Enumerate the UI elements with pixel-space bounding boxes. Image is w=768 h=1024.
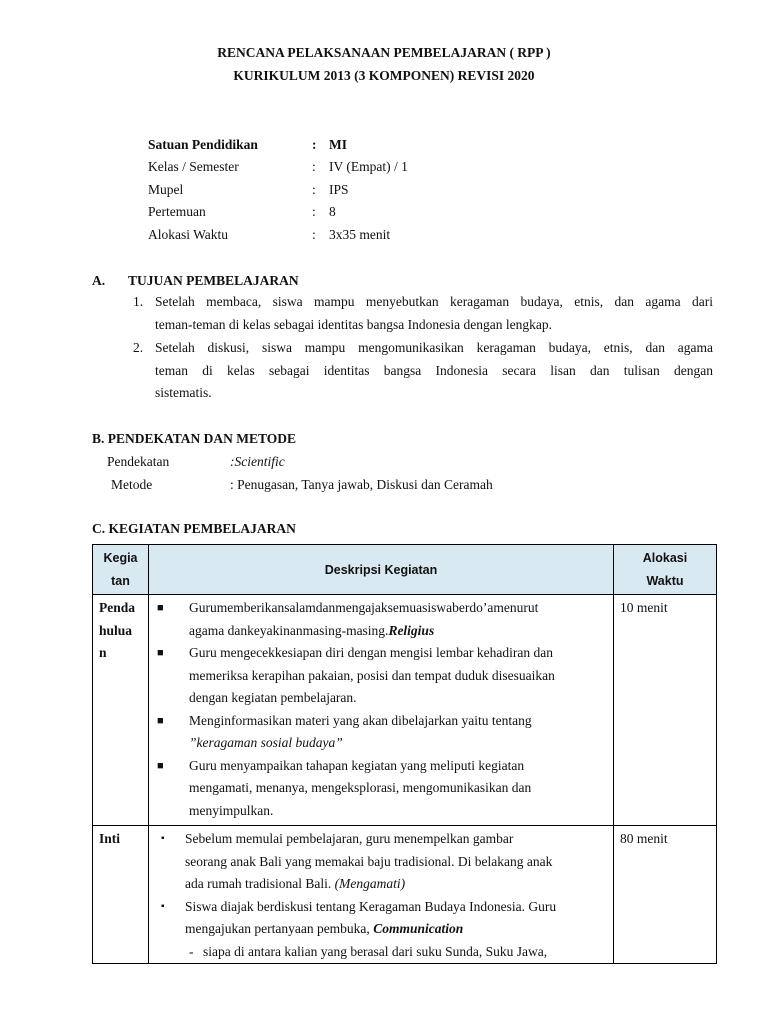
- identity-value-kelas: IV (Empat) / 1: [329, 159, 408, 174]
- objective-1-line1: Setelah membaca, siswa mampu menyebutkan keragaman budaya, etnis, dan agama dari: [155, 294, 713, 309]
- item-line: ”keragaman sosial budaya”: [189, 735, 343, 750]
- list-item: [149, 710, 613, 755]
- identity-colon: :: [312, 227, 316, 242]
- document-title-line2: KURIKULUM 2013 (3 KOMPONEN) REVISI 2020: [233, 68, 535, 83]
- list-item: [149, 828, 613, 896]
- square-bullet-icon: ■: [157, 759, 164, 772]
- small-square-bullet-icon: ▪: [161, 900, 165, 912]
- section-c-title: C. KEGIATAN PEMBELAJARAN: [92, 521, 296, 536]
- time-inti: 80 menit: [614, 826, 717, 964]
- header-deskripsi-label: Deskripsi Kegiatan: [324, 562, 438, 577]
- list-item: [149, 896, 613, 941]
- item-line: Sebelum memulai pembelajaran, guru menempelkan gambar: [185, 831, 514, 846]
- header-kegiatan-line2: tan: [111, 573, 130, 588]
- table-header-row: [93, 545, 717, 595]
- identity-value-satuan: MI: [329, 137, 347, 152]
- objective-2-line1: Setelah diskusi, siswa mampu mengomunikasikan keragaman budaya, etnis, dan agama: [155, 340, 713, 355]
- item-line: seorang anak Bali yang memakai baju tradisional. Di belakang anak: [185, 853, 553, 869]
- identity-label-kelas: Kelas / Semester: [148, 159, 239, 174]
- identity-colon: :: [312, 182, 316, 197]
- dash-bullet: -: [189, 943, 194, 959]
- section-a-letter: A.: [92, 273, 106, 288]
- identity-label-pertemuan: Pertemuan: [148, 204, 206, 219]
- item-line: memeriksa kerapihan pakaian, posisi dan tempat duduk disesuaikan: [189, 667, 555, 683]
- item-line: Siswa diajak berdiskusi tentang Keragaman Budaya Indonesia. Guru: [185, 898, 557, 914]
- header-deskripsi: [149, 545, 614, 595]
- identity-label-mupel: Mupel: [148, 182, 184, 197]
- header-alokasi-line1: Alokasi: [642, 551, 688, 565]
- character-tag: Religius: [388, 622, 435, 638]
- item-line: Guru mengecekkesiapan diri dengan mengisi lembar kehadiran dan: [189, 645, 553, 660]
- objective-2-line2: teman di kelas sebagai identitas bangsa Indonesia secara lisan dan tulisan dengan: [155, 363, 713, 378]
- list-item: [149, 597, 613, 642]
- identity-value-alokasi: 3x35 menit: [329, 227, 391, 242]
- item-text: agama dankeyakinanmasing-masing.: [189, 622, 389, 638]
- stage-pendahuluan-line3: n: [99, 645, 107, 660]
- objective-1-line2: teman-teman di kelas sebagai identitas bangsa Indonesia dengan lengkap.: [155, 317, 552, 332]
- objective-2-number: 2.: [133, 340, 144, 355]
- identity-colon: :: [312, 204, 316, 219]
- item-line: Menginformasikan materi yang akan dibelajarkan yaitu tentang: [189, 712, 532, 728]
- square-bullet-icon: ■: [157, 602, 164, 614]
- objective-1-number: 1.: [133, 294, 144, 309]
- header-alokasi-line2: Waktu: [646, 573, 684, 588]
- stage-inti: Inti: [93, 826, 149, 964]
- item-line: dengan kegiatan pembelajaran.: [189, 690, 357, 705]
- identity-colon: :: [312, 137, 317, 152]
- table-row-inti: [93, 826, 717, 964]
- section-b-title: B. PENDEKATAN DAN METODE: [92, 431, 297, 446]
- pendekatan-value: :Scientific: [230, 454, 285, 469]
- stage-pendahuluan-line1: Penda: [99, 600, 136, 615]
- list-item: [149, 642, 613, 710]
- inti-description: [149, 826, 614, 964]
- header-kegiatan: [93, 545, 149, 595]
- item-line: Guru menyampaikan tahapan kegiatan yang meliputi kegiatan: [189, 757, 525, 773]
- item-line: [185, 918, 613, 941]
- header-kegiatan-line1: Kegia: [103, 551, 138, 565]
- identity-colon: :: [312, 159, 316, 174]
- sub-list-item: [149, 941, 613, 964]
- item-line: [185, 873, 613, 896]
- objective-2-line3: sistematis.: [155, 385, 212, 400]
- item-text: ada rumah tradisional Bali.: [185, 876, 335, 891]
- square-bullet-icon: ■: [157, 714, 164, 727]
- stage-pendahuluan-line2: hulua: [99, 622, 133, 638]
- header-alokasi: [614, 545, 717, 595]
- item-text: mengajukan pertanyaan pembuka,: [185, 921, 374, 936]
- identity-value-mupel: IPS: [329, 182, 349, 197]
- item-line: [189, 620, 613, 643]
- stage-pendahuluan: [93, 595, 149, 826]
- item-line: Gurumemberikansalamdanmengajaksemuasiswaberdo’amenurut: [189, 600, 539, 615]
- item-line: siapa di antara kalian yang berasal dari suku Sunda, Suku Jawa,: [203, 943, 548, 959]
- identity-label-satuan: Satuan Pendidikan: [148, 137, 258, 152]
- pendekatan-label: Pendekatan: [107, 454, 170, 469]
- table-row-pendahuluan: [93, 595, 717, 826]
- character-tag: Communication: [373, 921, 464, 936]
- metode-value: : Penugasan, Tanya jawab, Diskusi dan Ceramah: [230, 477, 493, 492]
- activity-table: [92, 544, 717, 964]
- item-line: menyimpulkan.: [189, 802, 274, 818]
- pendahuluan-description: [149, 595, 614, 826]
- square-bullet-icon: ■: [157, 647, 164, 659]
- item-line: mengamati, menanya, mengeksplorasi, mengomunikasikan dan: [189, 780, 532, 795]
- small-square-bullet-icon: ▪: [161, 833, 165, 844]
- document-title-line1: RENCANA PELAKSANAAN PEMBELAJARAN ( RPP ): [217, 45, 551, 60]
- metode-label: Metode: [111, 477, 153, 492]
- activity-tag: (Mengamati): [334, 876, 406, 891]
- section-a-title: TUJUAN PEMBELAJARAN: [128, 273, 299, 288]
- list-item: [149, 755, 613, 823]
- identity-value-pertemuan: 8: [329, 204, 336, 219]
- time-pendahuluan: 10 menit: [614, 595, 717, 826]
- identity-label-alokasi: Alokasi Waktu: [148, 227, 229, 242]
